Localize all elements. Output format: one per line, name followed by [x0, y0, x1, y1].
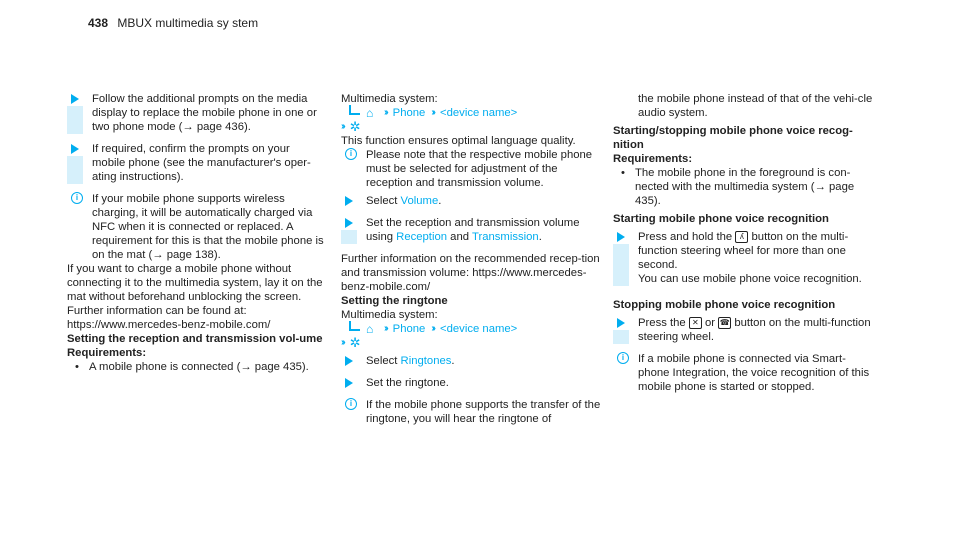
info-note [341, 398, 603, 426]
arrow-step-icon [345, 218, 353, 228]
double-chevron-icon: ›› [341, 337, 344, 348]
gear-icon: ✲ [349, 119, 361, 134]
note-text: Please note that the respective mobile phone must be selected for adjustment of the reception and transmission volume. [366, 149, 593, 189]
step-text: Follow the additional prompts on the media display to replace the mobile phone in one or two phone mode (→ page 436). [92, 93, 317, 133]
step-text [638, 316, 875, 344]
info-icon: i [345, 148, 357, 160]
path-device: <device name> [440, 323, 518, 335]
page-header [88, 16, 258, 30]
home-icon: ⌂ [366, 322, 374, 336]
note-continuation: the mobile phone instead of that of the vehi-cle audio system. [638, 93, 873, 119]
system-label: Multimedia system: [341, 309, 438, 321]
step-text: Set the reception and transmission volume using Reception and Transmission. [366, 217, 580, 243]
double-chevron-icon: ›› [384, 107, 387, 118]
column-2 [341, 92, 603, 426]
requirement-item [613, 166, 875, 208]
step-text: If required, confirm the prompts on your mobile phone (see the manufacturer's oper-ating instructions). [92, 143, 311, 183]
step-text-post: button on the multi-function steering wheel for more than one second. [638, 231, 849, 271]
step-result: You can use mobile phone voice recognition. [638, 273, 862, 285]
step-text: Set the ringtone. [366, 377, 449, 389]
note-text: If a mobile phone is connected via Smart-phone Integration, the voice recognition of this mobile phone is started or stopped. [638, 353, 870, 393]
arrow-step-icon [71, 94, 79, 104]
note-text: If your mobile phone supports wireless charging, it will be automatically charged via NFC when it is connected or replaced. A requirement for this is that the mobile phone is on the mat (→ page 138). [92, 193, 324, 261]
step [613, 230, 875, 286]
step-text-pre: Select [366, 355, 398, 367]
section-heading: Starting mobile phone voice recognition [613, 213, 829, 225]
link-transmission: Transmission [471, 231, 539, 243]
step-text-post: button on the multi-function steering wheel. [638, 317, 871, 343]
path-phone: Phone [392, 107, 426, 119]
note-text: If the mobile phone supports the transfer of the ringtone, you will hear the ringtone of [366, 399, 601, 425]
home-icon: ⌂ [366, 106, 374, 120]
step [613, 316, 875, 344]
step-text-pre: Press and hold the [638, 231, 733, 243]
info-icon: i [71, 192, 83, 204]
hangup-button-icon: ☎ [719, 318, 730, 328]
voice-button-icon: ʎ [735, 231, 748, 243]
step-text: Select Volume. [366, 195, 442, 207]
requirement-text: • The mobile phone in the foreground is con-nected with the multimedia system (→ page 435). [635, 167, 855, 207]
step-text-and: and [450, 231, 470, 243]
step-text-pre: Select [366, 195, 398, 207]
mute-button-icon: ✕ [689, 317, 702, 329]
info-icon: i [617, 352, 629, 364]
arrow-step-icon [345, 378, 353, 388]
menu-path-cont [341, 336, 603, 350]
info-note [341, 148, 603, 190]
section-heading: Setting the reception and transmission vol-ume [67, 333, 323, 345]
page-number: 438 [88, 16, 109, 30]
step-text-pre: Press the [638, 317, 686, 329]
section-heading: Setting the ringtone [341, 295, 448, 307]
double-chevron-icon: ›› [431, 107, 435, 118]
paragraph: Further information can be found at: https://www.mercedes-benz-mobile.com/ [67, 305, 271, 331]
arrow-step-icon [345, 196, 353, 206]
arrow-step-icon [71, 144, 79, 154]
paragraph: This function ensures optimal language quality. [341, 135, 576, 147]
gear-icon: ✲ [349, 335, 361, 350]
arrow-step-icon [617, 318, 625, 328]
menu-path [341, 106, 603, 120]
double-chevron-icon: ›› [384, 323, 387, 334]
step [341, 216, 603, 244]
step [341, 194, 603, 208]
step [341, 376, 603, 390]
section-heading: Starting/stopping mobile phone voice recog-nition [613, 125, 853, 151]
column-3 [613, 92, 875, 394]
path-device: <device name> [440, 107, 518, 119]
paragraph: Further information on the recommended recep-tion and transmission volume: https://www.mercedes-benz-mobile.com/ [341, 253, 600, 293]
section-heading: Stopping mobile phone voice recognition [613, 299, 836, 311]
menu-path-cont [341, 120, 603, 134]
info-note [613, 352, 875, 394]
step [67, 92, 325, 134]
double-chevron-icon: ›› [431, 323, 435, 334]
menu-path [341, 322, 603, 336]
system-label: Multimedia system: [341, 93, 438, 105]
path-hook-icon [349, 321, 360, 331]
step-text-or: or [705, 317, 716, 329]
step-text [638, 230, 875, 272]
step [341, 354, 603, 368]
step-text-pre: Set the reception and transmission volume using [366, 217, 580, 243]
link-reception: Reception [396, 231, 448, 243]
arrow-step-icon [617, 232, 625, 242]
requirements-label: Requirements: [613, 153, 693, 165]
info-icon: i [345, 398, 357, 410]
column-1 [67, 92, 325, 374]
requirement-item [67, 360, 325, 374]
link-volume: Volume [400, 195, 439, 207]
paragraph: If you want to charge a mobile phone without connecting it to the multimedia system, lay it on the mat without beforehand unblocking the screen. [67, 263, 323, 303]
page-header-title: MBUX multimedia sy stem [117, 16, 259, 30]
step-text: Select Ringtones. [366, 355, 455, 367]
step [67, 142, 325, 184]
path-hook-icon [349, 105, 360, 115]
arrow-step-icon [345, 356, 353, 366]
requirements-label: Requirements: [67, 347, 147, 359]
info-note [67, 192, 325, 262]
link-ringtones: Ringtones [400, 355, 452, 367]
requirement-text: • A mobile phone is connected (→ page 435). [89, 361, 309, 373]
path-phone: Phone [392, 323, 426, 335]
double-chevron-icon: ›› [341, 121, 344, 132]
